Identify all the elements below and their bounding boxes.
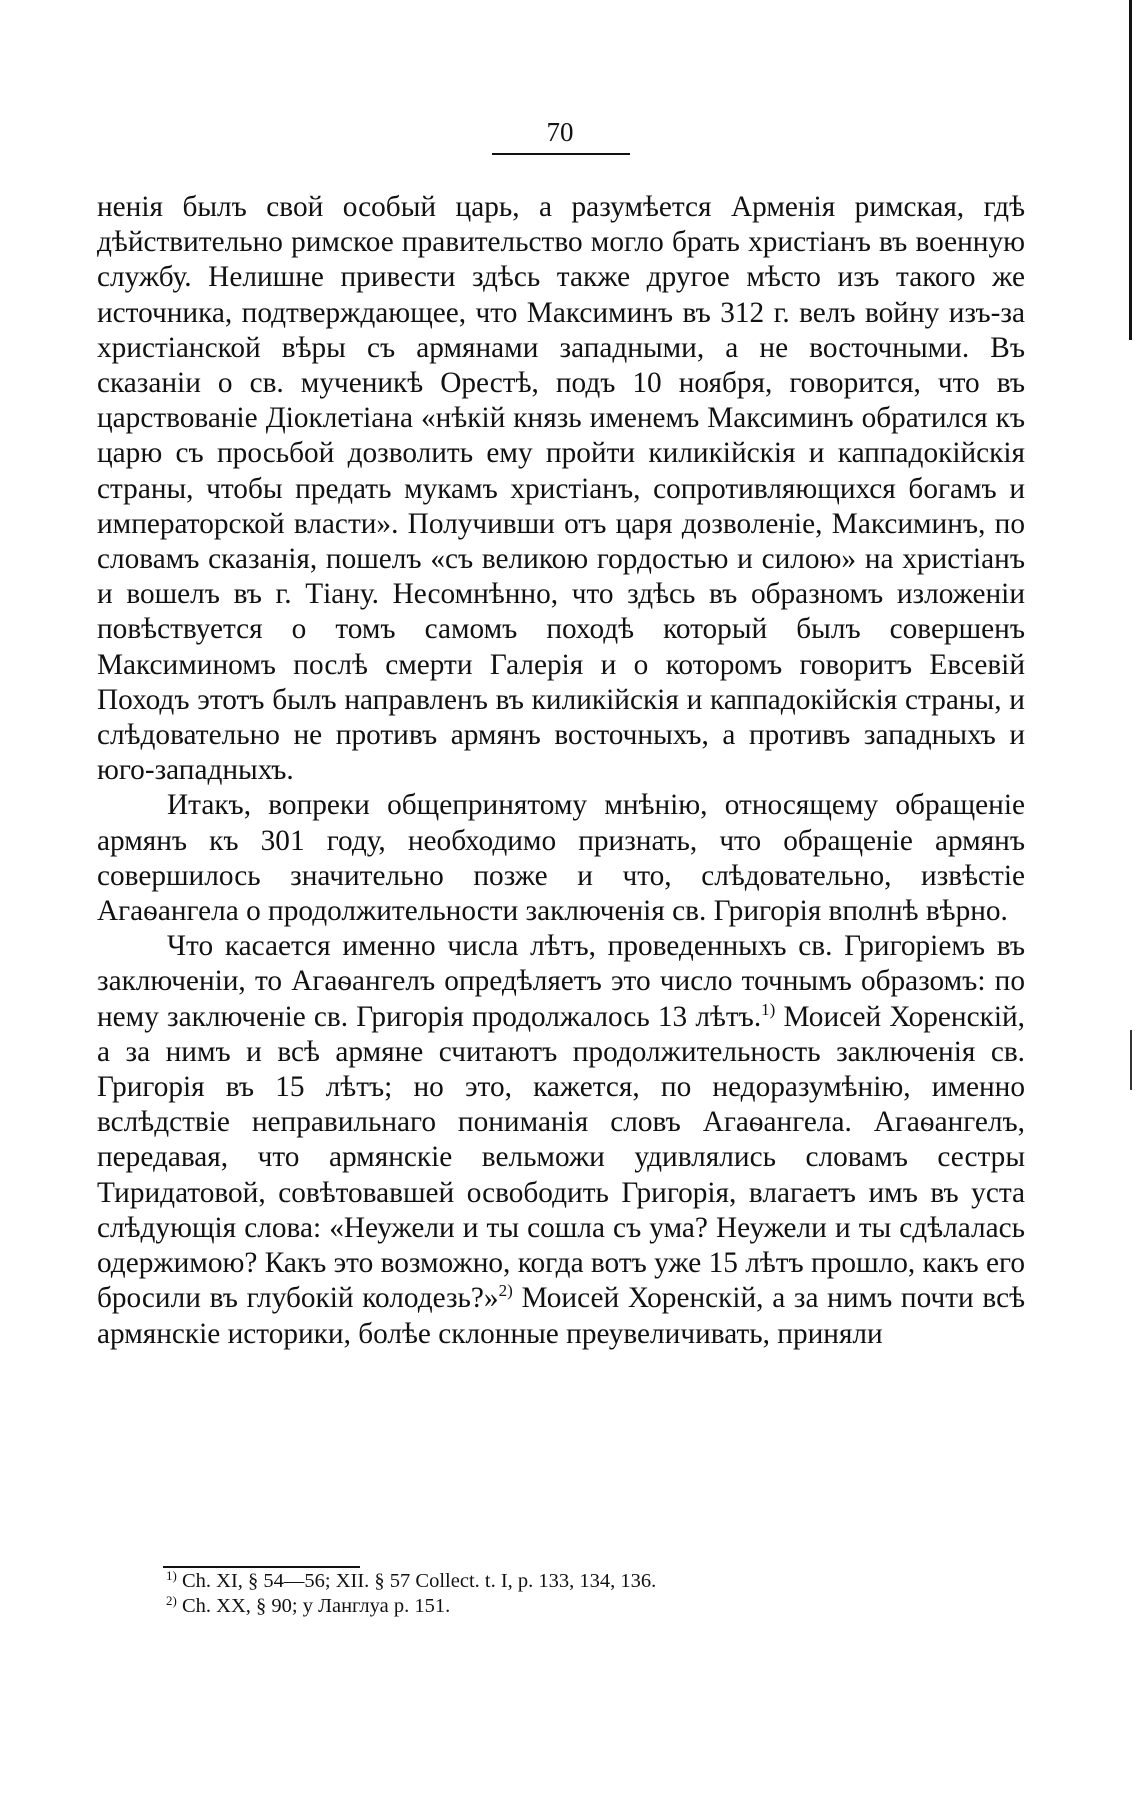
paragraph-3-part-1: Что касается именно числа лѣтъ, проведенныхъ св. Григоріемъ въ заключеніи, то Агаѳангелъ опредѣляетъ это число точнымъ образомъ: по нему заключеніе св. Григорія продолжалось 13 лѣтъ. [97, 930, 1025, 1033]
paragraph-3 [97, 929, 1025, 1351]
scan-edge-mark [1130, 1030, 1132, 1090]
body-text [97, 190, 1025, 1352]
footnote-2-text: Ch. XX, § 90; у Ланглуа p. 151. [176, 1595, 451, 1617]
footnote-separator [163, 1566, 360, 1568]
page-number-rule [492, 153, 630, 155]
footnote-1-marker: 1) [166, 1568, 177, 1583]
footnote-1-text: Ch. XI, § 54—56; XII. § 57 Collect. t. I, p. 133, 134, 136. [176, 1570, 657, 1592]
page-number: 70 [546, 117, 574, 147]
footnote-ref-2[interactable]: 2) [498, 1281, 513, 1301]
footnote-2-marker: 2) [166, 1593, 177, 1608]
footnote-1 [166, 1569, 966, 1594]
paragraph-1: ненія былъ свой особый царь, а разумѣется Арменія римская, гдѣ дѣйствительно римское правительство могло брать христіанъ въ военную службу. Нелишне привести здѣсь также другое мѣсто изъ такого же источника, подтверждающее, что Максиминъ въ 312 г. велъ войну изъ-за христіанской вѣры съ армянами западными, а не восточными. Въ сказаніи о св. мученикѣ Орестѣ, подъ 10 ноября, говорится, что въ царствованіе Діоклетіана «нѣкій князь именемъ Максиминъ обратился къ царю съ просьбой дозволить ему пройти киликійскія и каппадокійскія страны, чтобы предать мукамъ христіанъ, сопротивляющихся богамъ и императорской власти». Получивши отъ царя дозволеніе, Максиминъ, по словамъ сказанія, пошелъ «съ великою гордостью и силою» на христіанъ и вошелъ въ г. Тіану. Несомнѣнно, что здѣсь въ образномъ изложеніи повѣствуется о томъ самомъ походѣ который былъ совершенъ Максиминомъ послѣ смерти Галерія и о которомъ говоритъ Евсевій Походъ этотъ былъ направленъ въ киликійскія и каппадокійскія страны, и слѣдовательно не противъ армянъ восточныхъ, а противъ западныхъ и юго-западныхъ. [97, 191, 1025, 787]
footnote-ref-1[interactable]: 1) [761, 999, 776, 1019]
footnotes [166, 1569, 966, 1619]
paragraph-3-part-2: Моисей Хоренскій, а за нимъ и всѣ армяне считаютъ продолжительность заключенія св. Григорія въ 15 лѣтъ; но это, кажется, по недоразумѣнію, именно вслѣдствіе неправильнаго пониманія словъ Агаѳангела. Агаѳангелъ, передавая, что армянскіе вельможи удивлялись словамъ сестры Тиридатовой, совѣтовавшей освободить Григорія, влагаетъ имъ въ уста слѣдующія слова: «Неужели и ты сошла съ ума? Неужели и ты сдѣлалась одержимою? Какъ это возможно, когда вотъ уже 15 лѣтъ прошло, какъ его бросили въ глубокій колодезь?» [97, 1000, 1025, 1315]
paragraph-2: Итакъ, вопреки общепринятому мнѣнію, относящему обращеніе армянъ къ 301 году, необходимо признать, что обращеніе армянъ совершилось значительно позже и что, слѣдовательно, извѣстіе Агаѳангела о продолжительности заключенія св. Григорія вполнѣ вѣрно. [97, 789, 1025, 928]
footnote-2 [166, 1594, 966, 1619]
paragraph-3-part-3: Моисей Хоренскій, а за нимъ почти всѣ армянскіе историки, болѣе склонные преувеличивать, приняли [97, 1282, 1025, 1350]
scan-edge-line [1129, 0, 1132, 340]
